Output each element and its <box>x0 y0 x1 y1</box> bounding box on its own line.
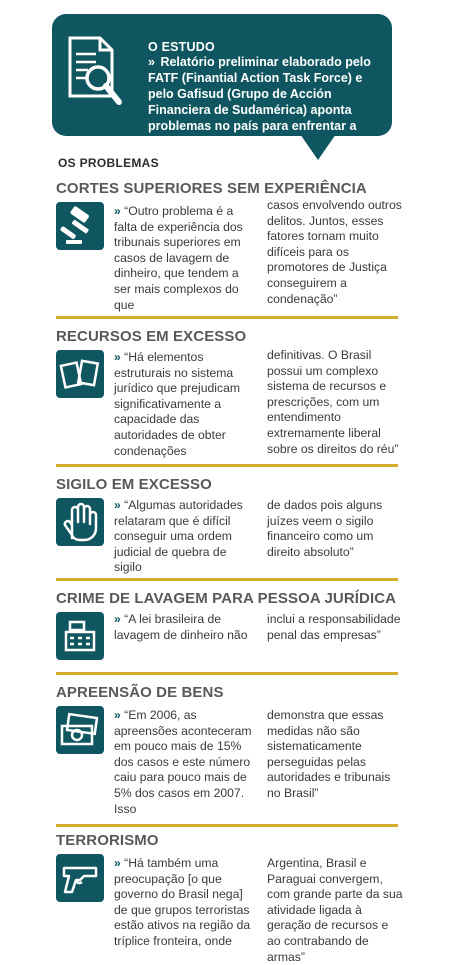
header-title: O ESTUDO <box>148 40 215 54</box>
section-quote-start: “Há elementos estruturais no sistema jurídico que prejudicam significativamente a capacidade das autoridades de obter condenações <box>114 350 241 458</box>
hand-stop-icon <box>56 498 104 546</box>
section-title: APREENSÃO DE BENS <box>56 684 224 701</box>
section-quote-end: casos envolvendo outros delitos. Juntos, esses fatores tornam muito difíceis para os promotores de Justiça conseguirem a condenação” <box>267 198 402 306</box>
header-description <box>148 54 386 150</box>
section-text-left <box>114 350 256 459</box>
section-quote-start: “Em 2006, as apreensões aconteceram em pouco mais de 15% dos casos e este número caiu para pouco mais de 5% dos casos em 2007. Isso <box>114 708 252 816</box>
section-text-left <box>114 612 256 643</box>
section-title: SIGILO EM EXCESSO <box>56 476 212 493</box>
section-text-left <box>114 708 256 817</box>
section-title: TERRORISMO <box>56 832 159 849</box>
section-quote-start: “A lei brasileira de lavagem de dinheiro não <box>114 612 248 642</box>
arrow-glyph: » <box>148 55 155 69</box>
problem-section-5 <box>56 684 398 820</box>
cash-register-icon <box>56 612 104 660</box>
problem-section-2 <box>56 328 398 464</box>
documents-icon <box>56 350 104 398</box>
problem-section-4 <box>56 590 401 670</box>
section-text-left <box>114 856 256 950</box>
section-title: CORTES SUPERIORES SEM EXPERIÊNCIA <box>56 180 367 197</box>
arrow-glyph: » <box>114 204 121 218</box>
header-callout-tail <box>300 134 336 160</box>
arrow-glyph: » <box>114 350 121 364</box>
arrow-glyph: » <box>114 708 121 722</box>
section-text-left <box>114 204 256 313</box>
arrow-glyph: » <box>114 612 121 626</box>
problem-section-1 <box>56 180 402 320</box>
section-quote-end: de dados pois alguns juízes veem o sigilo financeiro como um direito absoluto” <box>267 498 383 559</box>
section-title: CRIME DE LAVAGEM PARA PESSOA JURÍDICA <box>56 590 397 607</box>
divider-rule <box>56 578 398 581</box>
gavel-icon <box>56 202 104 250</box>
arrow-glyph: » <box>114 856 121 870</box>
divider-rule <box>56 464 398 467</box>
section-text-left <box>114 498 256 576</box>
section-quote-end: demonstra que essas medidas não são sistematicamente perseguidas pelas autoridades e tribunais no Brasil” <box>267 708 391 800</box>
arrow-glyph: » <box>114 498 121 512</box>
section-quote-start: “Algumas autoridades relataram que é difícil conseguir uma ordem judicial de quebra de sigilo <box>114 498 243 575</box>
problem-section-6 <box>56 832 403 964</box>
problem-section-3 <box>56 476 398 576</box>
pistol-icon <box>56 854 104 902</box>
section-quote-start: “Outro problema é a falta de experiência dos tribunais superiores em casos de lavagem de dinheiro, que tendem a ser mais complexos do que <box>114 204 243 312</box>
divider-rule <box>56 672 398 675</box>
section-quote-end: inclui a responsabilidade penal das empresas” <box>267 612 401 642</box>
section-quote-end: definitivas. O Brasil possui um complexo sistema de recursos e prescrições, com um entendimento extremamente liberal sobre os direitos do réu” <box>267 348 399 456</box>
money-bills-icon <box>56 706 104 754</box>
section-title: RECURSOS EM EXCESSO <box>56 328 247 345</box>
divider-rule <box>56 316 398 319</box>
document-search-icon <box>62 32 124 110</box>
divider-rule <box>56 824 398 827</box>
study-header-box <box>52 14 392 149</box>
section-quote-start: “Há também uma preocupação [o que governo do Brasil nega] de que grupos terroristas estão ativos na região da tríplice fronteira, onde <box>114 856 251 948</box>
header-description-text: Relatório preliminar elaborado pelo FATF (Finantial Action Task Force) e pelo Gafisud (Grupo de Acción Financiera de Sudamérica) aponta problemas no país para enfrentar a lavagem de dinheiro <box>148 55 371 149</box>
problems-label: OS PROBLEMAS <box>58 156 159 170</box>
section-quote-end: Argentina, Brasil e Paraguai convergem, com grande parte da sua atividade ligada à geração de recursos e ao contrabando de armas” <box>267 856 403 964</box>
